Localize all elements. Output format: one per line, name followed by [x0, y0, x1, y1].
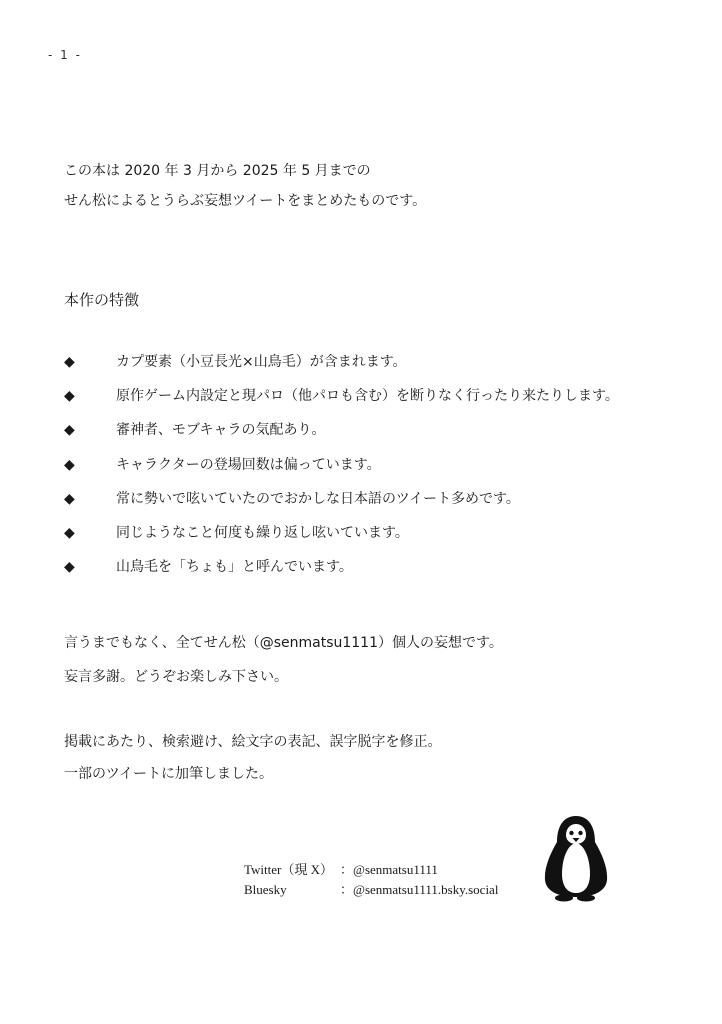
bluesky-label: Bluesky — [244, 882, 287, 897]
twitter-label: Twitter（現 X） — [244, 862, 333, 877]
bluesky-contact-row — [244, 880, 498, 900]
disclaimer-line-1: 言うまでもなく、全てせん松（@senmatsu1111）個人の妄想です。 — [64, 635, 503, 651]
feature-text: 原作ゲーム内設定と現パロ（他パロも含む）を断りなく行ったり来たりします。 — [116, 388, 619, 405]
list-item — [64, 557, 619, 591]
diamond-bullet-icon: ◆ — [64, 524, 75, 541]
diamond-bullet-icon: ◆ — [64, 456, 75, 473]
intro-line-1: この本は 2020 年 3 月から 2025 年 5 月までの — [64, 163, 371, 179]
feature-text: カプ要素（小豆長光×山鳥毛）が含まれます。 — [116, 354, 407, 370]
editing-note-line-2: 一部のツイートに加筆しました。 — [64, 766, 274, 782]
feature-text: 同じようなこと何度も繰り返し呟いています。 — [116, 524, 409, 541]
list-item — [64, 352, 619, 386]
contact-info — [244, 860, 498, 900]
list-item — [64, 455, 619, 489]
intro-paragraph — [64, 156, 426, 216]
twitter-handle: ：@senmatsu1111 — [340, 862, 438, 877]
bluesky-handle: ：@senmatsu1111.bsky.social — [340, 882, 499, 897]
list-item — [64, 386, 619, 420]
features-heading: 本作の特徴 — [64, 291, 140, 309]
page-number: - 1 - — [48, 48, 82, 62]
diamond-bullet-icon: ◆ — [64, 490, 75, 507]
feature-text: 審神者、モブキャラの気配あり。 — [116, 422, 326, 439]
diamond-bullet-icon: ◆ — [64, 354, 75, 370]
list-item — [64, 420, 619, 454]
editing-note-line-1: 掲載にあたり、検索避け、絵文字の表記、誤字脱字を修正。 — [64, 734, 442, 750]
diamond-bullet-icon: ◆ — [64, 422, 75, 439]
twitter-contact-row — [244, 860, 498, 880]
feature-text: 常に勢いで呟いていたのでおかしな日本語のツイート多めです。 — [116, 490, 520, 507]
disclaimer-line-2: 妄言多謝。どうぞお楽しみ下さい。 — [64, 669, 288, 685]
list-item — [64, 489, 619, 523]
feature-text: 山鳥毛を「ちょも」と呼んでいます。 — [116, 559, 353, 576]
diamond-bullet-icon: ◆ — [64, 559, 75, 576]
disclaimer-paragraph — [64, 626, 503, 694]
diamond-bullet-icon: ◆ — [64, 388, 75, 405]
list-item — [64, 523, 619, 557]
intro-line-2: せん松によるとうらぶ妄想ツイートをまとめたものです。 — [64, 193, 427, 209]
editing-note-paragraph — [64, 726, 441, 790]
features-list — [64, 352, 619, 591]
penguin-icon — [540, 812, 612, 904]
feature-text: キャラクターの登場回数は偏っています。 — [116, 456, 381, 473]
